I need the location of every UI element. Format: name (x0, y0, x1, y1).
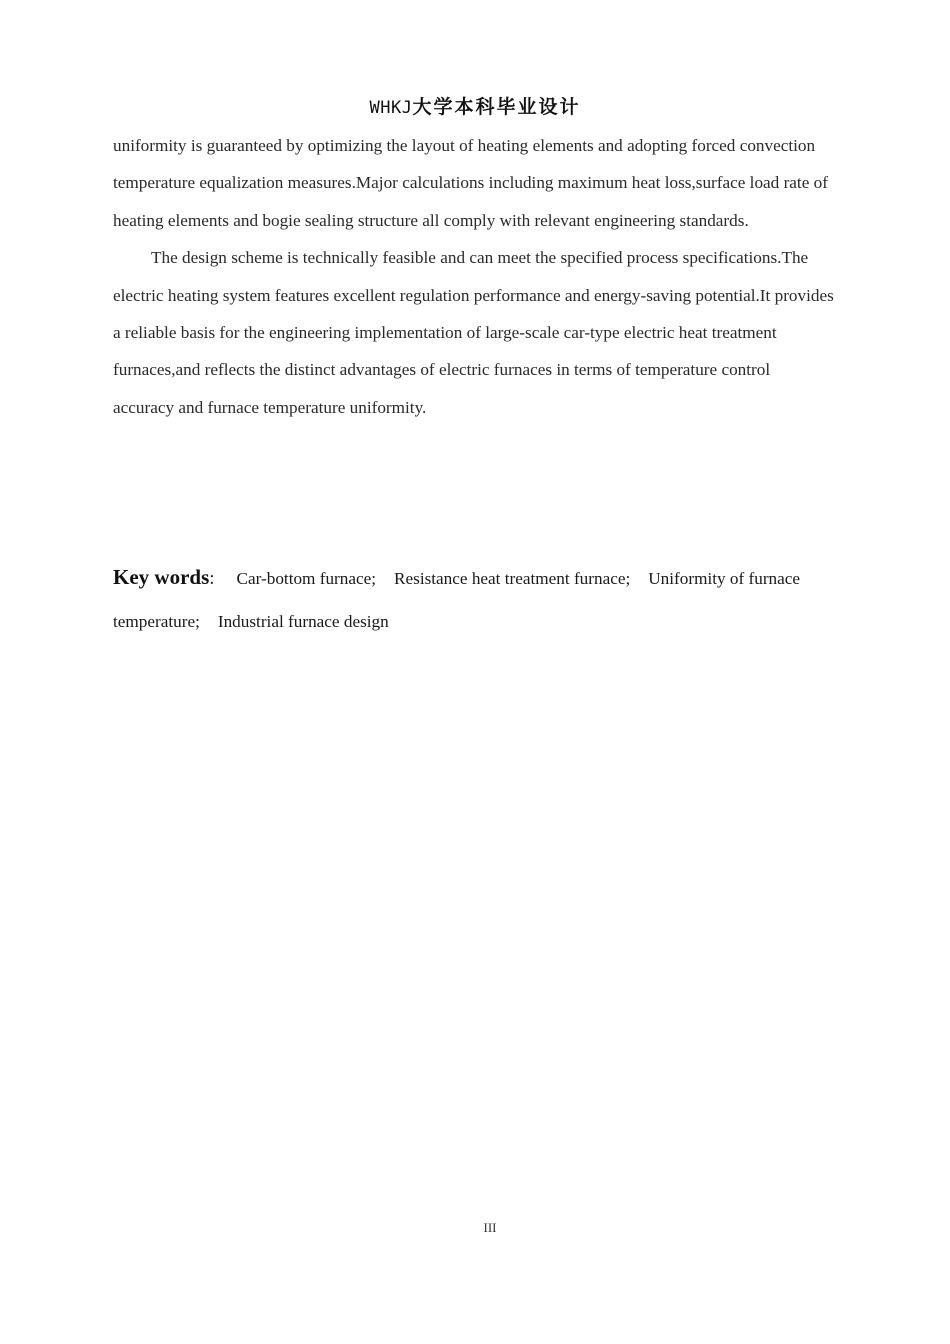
university-code: WHKJ (369, 98, 413, 118)
thesis-title-cn: 大学本科毕业设计 (412, 96, 581, 118)
page-number: III (483, 1220, 497, 1235)
keywords-label: Key words (113, 565, 210, 589)
abstract-paragraph-1: uniformity is guaranteed by optimizing the layout of heating elements and adopting forced convection temperature equalization measures.Major calculations including maximum heat loss,surface load rate of heating elements and bogie sealing structure all comply with relevant engineering standards. (113, 136, 828, 230)
keyword-item: Car-bottom furnace; (236, 569, 377, 588)
page-header (0, 94, 950, 121)
keywords-section (113, 556, 835, 643)
keywords-colon: : (209, 568, 215, 589)
abstract-body (113, 127, 835, 426)
keyword-item: Industrial furnace design (217, 612, 389, 631)
keyword-item: Resistance heat treatment furnace; (394, 569, 631, 588)
abstract-paragraph-2: The design scheme is technically feasible and can meet the specified process specifications.The electric heating system features excellent regulation performance and energy-saving potential.It provides a reliable basis for the engineering implementation of large-scale car-type electric heat treatment furnaces,and reflects the distinct advantages of electric furnaces in terms of temperature control accuracy and furnace temperature uniformity. (113, 248, 834, 417)
keyword-item: Uniformity of furnace temperature; (113, 569, 801, 631)
